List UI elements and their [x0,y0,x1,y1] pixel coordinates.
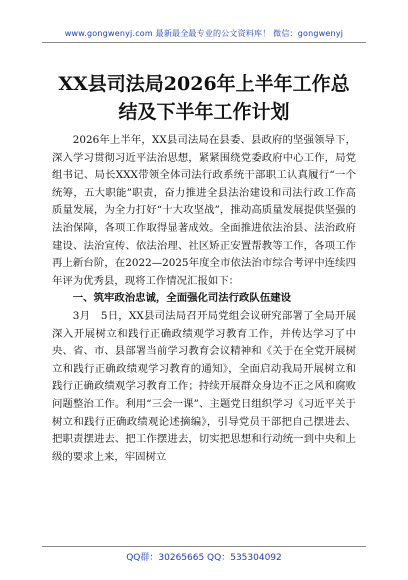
document-body [52,132,356,466]
header-divider [42,42,366,43]
footer-banner: QQ群：30265665 QQ：535304092 [126,553,282,563]
header-banner: www.gongwenyj.com 最新最全最专业的公文资料库！ 微信：gongwenyj [64,29,344,38]
intro-paragraph: 2026年上半年，XX县司法局在县委、县政府的坚强领导下，深入学习贯彻习近平法治思想，紧紧围绕党委政府中心工作，局党组书记、局长XXX带领全体司法行政系统干部职工认真履行“一个统筹，五大职能”职责，奋力推进全县法治建设和司法行政工作高质量发展，为全力打好“十大攻坚战”，推动高质量发展提供坚强的法治保障，各项工作取得显著成效。全面推进依法治县、法治政府建设、法治宣传、依法治理、社区矫正安置帮教等工作，各项工作再上新台阶，在2022—2025年度全市依法治市综合考评中连续四年评为优秀县，现将工作情况汇报如下： [52,134,356,287]
body-paragraph: 3月 5日，XX县司法局召开局党组会议研究部署了全局开展深入开展树立和践行正确政绩观学习教育工作，并传达学习了中央、省、市、县部署当前学习教育会议精神和《关于在全党开展树立和践行正确政绩观学习教育的通知》，全面启动我局开展树立和践行正确政绩观学习教育工作；持续开展群众身边不正之风和腐败问题整治工作。利用“三会一课”、主题党日组织学习《习近平关于树立和践行正确政绩观论述摘编》，引导党员干部把自己摆进去、把职责摆进去、把工作摆进去，切实把思想和行动统一到中央和上级的要求上来，牢固树立 [52,309,356,463]
footer-divider [42,546,366,547]
section-heading: 一、筑牢政治忠诚，全面强化司法行政队伍建设 [72,292,291,305]
document-title: XX县司法局2026年上半年工作总结及下半年工作计划 [58,73,350,123]
